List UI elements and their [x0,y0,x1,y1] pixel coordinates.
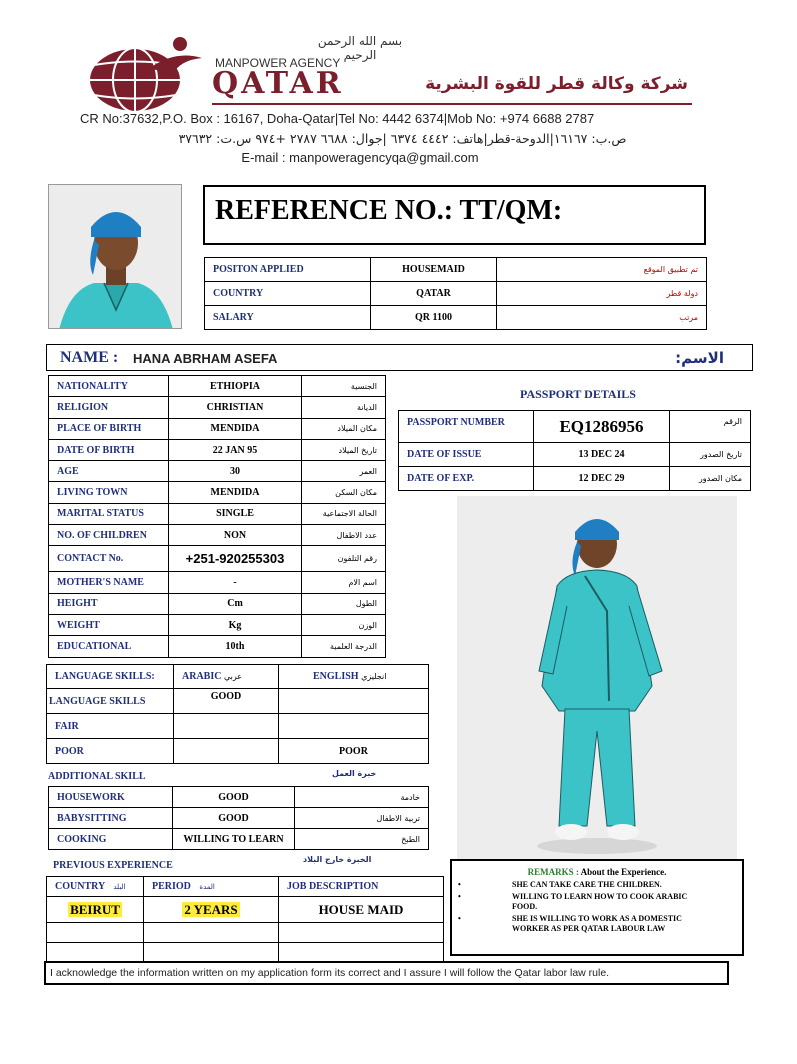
personal-arabic: تاريخ الميلاد [302,439,386,460]
language-english-level [279,689,429,714]
personal-row [49,593,386,614]
personal-row [49,614,386,635]
skill-arabic: الطبخ [295,829,429,850]
skill-row [49,808,429,829]
personal-label: NATIONALITY [49,376,169,397]
language-english-level: POOR [279,739,429,764]
personal-value: 22 JAN 95 [169,439,302,460]
experience-country-cell [47,943,144,963]
personal-label: CONTACT No. [49,546,169,572]
personal-row [49,397,386,418]
country-row [205,282,707,306]
language-level-label: POOR [47,739,174,764]
passport-expiry-label: DATE OF EXP. [399,467,534,491]
acknowledgement: I acknowledge the information written on my application form its correct and I assure I will follow the Qatar labor law rule. [44,961,729,985]
remarks-title: REMARKS : [527,867,579,877]
personal-row [49,418,386,439]
country-value: QATAR [371,282,497,306]
experience-period-cell [144,943,279,963]
arabic-header [174,665,279,689]
additional-skill-title-ar: خبرة العمل [332,769,377,778]
experience-period-label: PERIOD [152,881,191,892]
salary-label: SALARY [205,306,371,330]
personal-row [49,503,386,524]
skill-value: GOOD [173,787,295,808]
personal-value: 10th [169,636,302,657]
skill-label: BABYSITTING [49,808,173,829]
experience-period-cell [144,897,279,923]
remarks-item [452,880,742,891]
name-label: NAME : [60,349,119,366]
passport-expiry-row [399,467,751,491]
portrait-photo [48,184,182,329]
basmala: بسم الله الرحمن الرحيم [317,34,403,62]
experience-country-cell [47,897,144,923]
personal-arabic: العمر [302,461,386,482]
experience-period-header [144,877,279,897]
agency-small-name: MANPOWER AGENCY [215,56,341,70]
bullet-icon: • [458,880,461,889]
experience-period-value: 2 YEARS [184,901,238,917]
country-arabic: دولة قطر [497,282,707,306]
experience-country-label: COUNTRY [55,881,105,892]
remarks-item [452,914,742,935]
skill-value: GOOD [173,808,295,829]
skill-arabic: خادمة [295,787,429,808]
experience-job-value [279,923,444,943]
personal-arabic: الدرجة العلمية [302,636,386,657]
english-header-ar: انجليزي [361,672,387,681]
experience-job-header: JOB DESCRIPTION [279,877,444,897]
remarks-text: WILLING TO LEARN HOW TO COOK ARABIC FOOD. [512,891,688,911]
country-label: COUNTRY [205,282,371,306]
personal-label: EDUCATIONAL [49,636,169,657]
language-arabic-level: GOOD [174,689,279,714]
passport-number-label: PASSPORT NUMBER [399,411,534,443]
personal-value: MENDIDA [169,418,302,439]
skill-arabic: تربية الاطفال [295,808,429,829]
experience-table [46,876,444,963]
salary-value: QR 1100 [371,306,497,330]
personal-row [49,546,386,572]
remarks-item [452,892,742,913]
personal-row [49,439,386,460]
additional-skill-title: ADDITIONAL SKILL [48,771,146,782]
position-row [205,258,707,282]
language-arabic-level [174,714,279,739]
skill-row [49,787,429,808]
personal-label: DATE OF BIRTH [49,439,169,460]
remarks-box [450,859,744,956]
previous-experience-title-ar: الخبرة خارج البلاد [303,855,372,864]
name-arabic: الاسم: [675,349,724,367]
personal-row [49,461,386,482]
personal-arabic: مكان الميلاد [302,418,386,439]
personal-label: RELIGION [49,397,169,418]
experience-row [47,923,444,943]
personal-value: CHRISTIAN [169,397,302,418]
email: E-mail : manpoweragencyqa@gmail.com [241,150,479,165]
skill-row [49,829,429,850]
position-value: HOUSEMAID [371,258,497,282]
header-divider [212,103,692,105]
experience-period-cell [144,923,279,943]
skill-label: COOKING [49,829,173,850]
reference-number: REFERENCE NO.: TT/QM: [203,185,706,245]
language-table [46,664,429,764]
passport-issue-value: 13 DEC 24 [534,443,670,467]
experience-job-value [279,943,444,963]
personal-row [49,376,386,397]
passport-issue-arabic: تاريخ الصدور [670,443,751,467]
position-table [204,257,707,330]
additional-skill-table [48,786,429,850]
experience-country-value: BEIRUT [70,901,120,917]
contact-english: CR No:37632,P.O. Box : 16167, Doha-Qatar|Tel No: 4442 6374|Mob No: +974 6688 2787 [80,111,595,126]
personal-value: ETHIOPIA [169,376,302,397]
experience-job-value: HOUSE MAID [279,897,444,923]
passport-table [398,410,751,491]
passport-issue-row [399,443,751,467]
full-body-photo [457,496,737,860]
name-bar [46,344,753,371]
agency-big-name: QATAR [212,66,344,101]
bullet-icon: • [458,913,461,923]
personal-arabic: مكان السكن [302,482,386,503]
passport-expiry-arabic: مكان الصدور [670,467,751,491]
personal-arabic: رقم التلفون [302,546,386,572]
personal-arabic: الديانة [302,397,386,418]
arabic-header-text: ARABIC [182,671,222,682]
personal-arabic: الجنسية [302,376,386,397]
salary-row [205,306,707,330]
remarks-text: SHE IS WILLING TO WORK AS A DOMESTIC WORKER AS PER QATAR LABOUR LAW [512,913,682,933]
personal-details-table [48,375,386,658]
language-english-level [279,714,429,739]
personal-arabic: الطول [302,593,386,614]
experience-header-row [47,877,444,897]
name-value: HANA ABRHAM ASEFA [133,351,278,366]
passport-number-value: EQ1286956 [534,411,670,443]
personal-value: SINGLE [169,503,302,524]
passport-expiry-value: 12 DEC 29 [534,467,670,491]
personal-arabic: الحالة الاجتماعية [302,503,386,524]
experience-row [47,897,444,923]
position-label: POSITON APPLIED [205,258,371,282]
personal-label: HEIGHT [49,593,169,614]
personal-row [49,572,386,593]
experience-country-cell [47,923,144,943]
previous-experience-title: PREVIOUS EXPERIENCE [53,860,173,871]
passport-title: PASSPORT DETAILS [520,387,636,401]
english-header [279,665,429,689]
language-arabic-level [174,739,279,764]
personal-row [49,525,386,546]
language-row [47,689,429,714]
personal-row [49,482,386,503]
contact-arabic: ص.ب: ١٦١٦٧|الدوحة-قطر|هاتف: ٤٤٤٢ ٦٣٧٤ |جوال: ٦٦٨٨ ٢٧٨٧ +٩٧٤ س.ت: ٣٧٦٣٢ [178,131,627,146]
passport-number-arabic: الرقم [670,411,751,443]
passport-issue-label: DATE OF ISSUE [399,443,534,467]
personal-label: MARITAL STATUS [49,503,169,524]
passport-number-row [399,411,751,443]
personal-label: MOTHER'S NAME [49,572,169,593]
personal-label: AGE [49,461,169,482]
personal-arabic: اسم الام [302,572,386,593]
arabic-header-ar: عربي [223,672,243,681]
english-header-text: ENGLISH [313,671,359,682]
language-level-label: LANGUAGE SKILLS [47,689,174,714]
personal-label: WEIGHT [49,614,169,635]
salary-arabic: مرتب [497,306,707,330]
skill-label: HOUSEWORK [49,787,173,808]
personal-value: +251-920255303 [169,546,302,572]
language-header-row [47,665,429,689]
personal-arabic: عدد الاطفال [302,525,386,546]
experience-country-ar: البلد [113,883,126,891]
personal-label: PLACE OF BIRTH [49,418,169,439]
personal-label: NO. OF CHILDREN [49,525,169,546]
language-header-label: LANGUAGE SKILLS: [47,665,174,689]
personal-row [49,636,386,657]
bullet-icon: • [458,891,461,901]
language-level-label: FAIR [47,714,174,739]
remarks-subtitle: About the Experience. [580,867,667,877]
personal-value: NON [169,525,302,546]
personal-value: Cm [169,593,302,614]
personal-value: Kg [169,614,302,635]
experience-row [47,943,444,963]
position-arabic: تم تطبيق الموقع [497,258,707,282]
agency-arabic-name: شركة وكالة قطر للقوة البشرية [425,74,688,94]
personal-label: LIVING TOWN [49,482,169,503]
remarks-list [452,880,742,935]
agency-logo [80,30,210,115]
personal-value: MENDIDA [169,482,302,503]
skill-value: WILLING TO LEARN [173,829,295,850]
remarks-text: SHE CAN TAKE CARE THE CHILDREN. [512,880,662,889]
personal-value: - [169,572,302,593]
language-row [47,739,429,764]
personal-arabic: الوزن [302,614,386,635]
experience-period-ar: المدة [199,883,215,891]
language-row [47,714,429,739]
personal-value: 30 [169,461,302,482]
experience-country-header [47,877,144,897]
